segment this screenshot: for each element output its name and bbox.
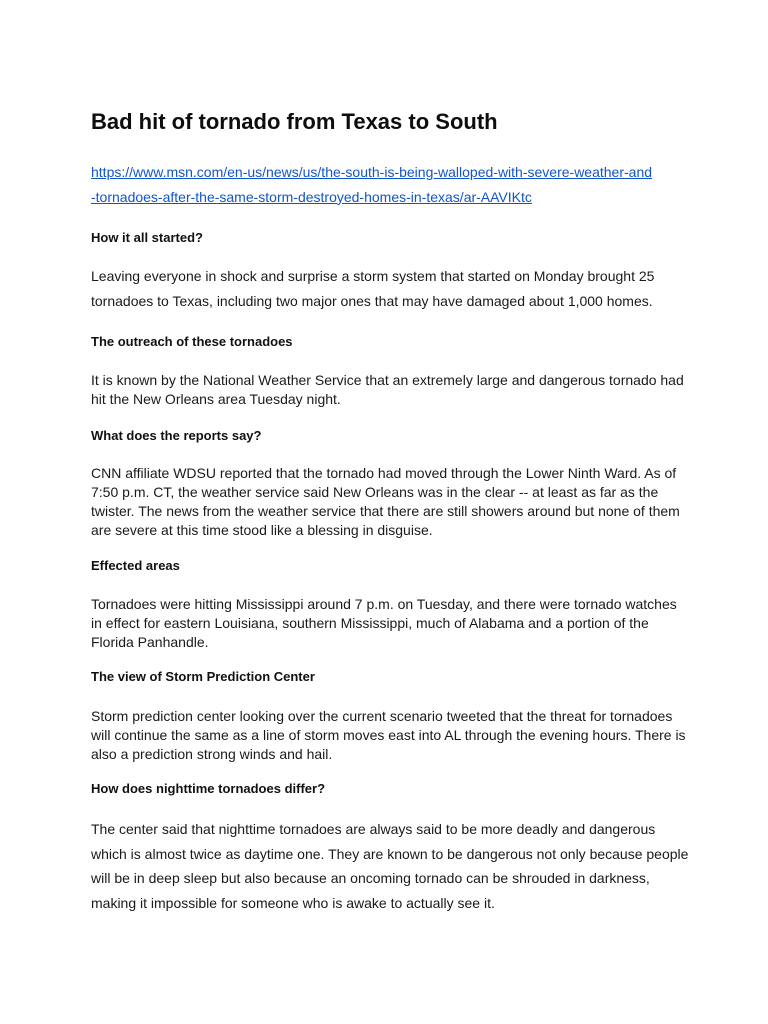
section-heading-how-it-started: How it all started? bbox=[91, 230, 203, 245]
section-text-outreach: It is known by the National Weather Service that an extremely large and dangerous tornado had hit the New Orleans area Tuesday night. bbox=[91, 372, 684, 407]
section-text-how-it-started: Leaving everyone in shock and surprise a storm system that started on Monday brought 25 tornadoes to Texas, including two major ones that may have damaged about 1,000 homes. bbox=[91, 268, 655, 309]
section-text-nighttime: The center said that nighttime tornadoes are always said to be more deadly and dangerous which is almost twice as daytime one. They are known to be dangerous not only because people will be in deep sleep but also because an oncoming tornado can be shrouded in darkness, making it impossible for someone who is awake to actually see it. bbox=[91, 821, 689, 911]
section-heading-reports: What does the reports say? bbox=[91, 428, 262, 443]
section-heading-storm-prediction: The view of Storm Prediction Center bbox=[91, 669, 315, 684]
section-heading-effected-areas: Effected areas bbox=[91, 558, 180, 573]
section-text-effected-areas: Tornadoes were hitting Mississippi around 7 p.m. on Tuesday, and there were tornado watches in effect for eastern Louisiana, southern Mississippi, much of Alabama and a portion of the Florida Panhandle. bbox=[91, 596, 677, 650]
source-link[interactable]: https://www.msn.com/en-us/news/us/the-south-is-being-walloped-with-severe-weather-and-tornadoes-after-the-same-storm-destroyed-homes-in-texas/ar-AAVIKtc bbox=[91, 164, 653, 205]
section-text-reports: CNN affiliate WDSU reported that the tornado had moved through the Lower Ninth Ward. As of 7:50 p.m. CT, the weather service said New Orleans was in the clear -- at least as far as the twister. The news from the weather service that there are still showers around but none of them are severe at this time stood like a blessing in disguise. bbox=[91, 465, 680, 538]
section-heading-nighttime: How does nighttime tornadoes differ? bbox=[91, 781, 326, 796]
section-text-storm-prediction: Storm prediction center looking over the current scenario tweeted that the threat for tornadoes will continue the same as a line of storm moves east into AL through the evening hours. There is also a prediction strong winds and hail. bbox=[91, 708, 686, 762]
section-heading-outreach: The outreach of these tornadoes bbox=[91, 334, 293, 349]
page-title: Bad hit of tornado from Texas to South bbox=[91, 109, 498, 134]
